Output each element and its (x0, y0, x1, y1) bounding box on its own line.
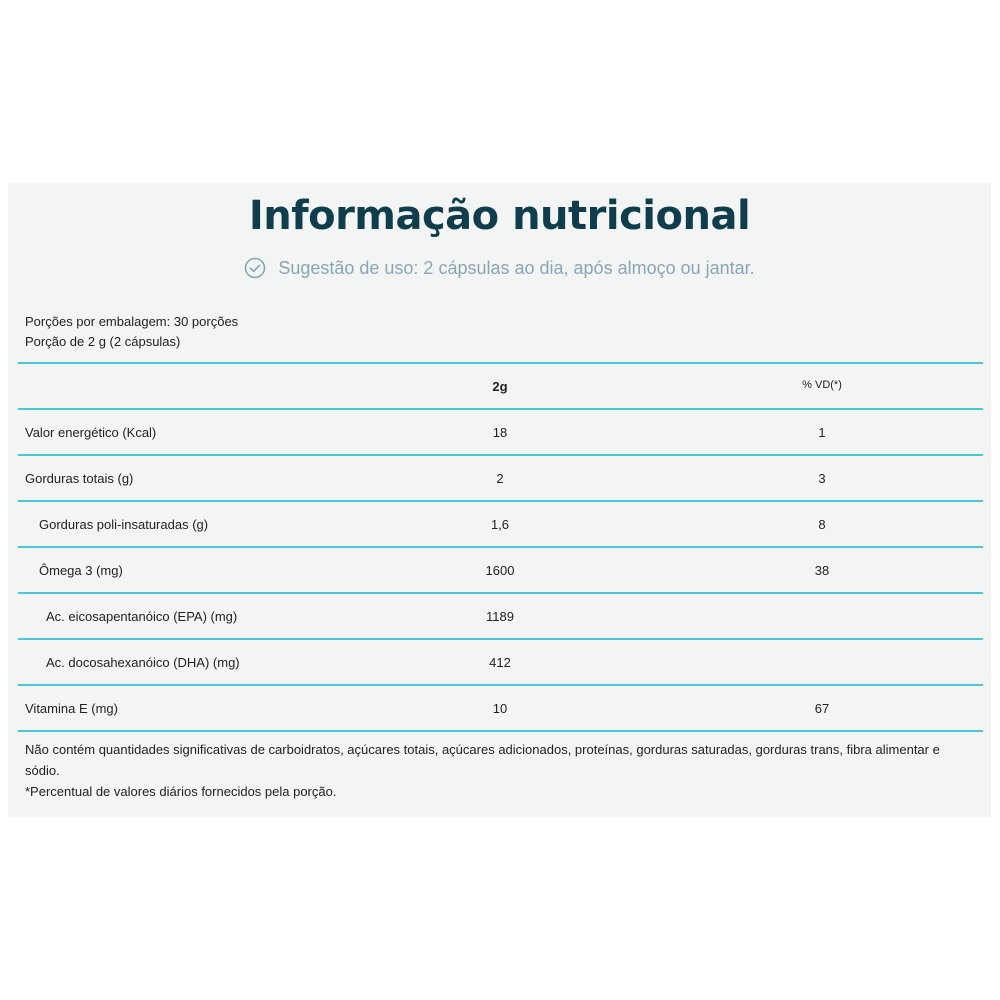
nutrient-name: Valor energético (Kcal) (25, 425, 157, 440)
table-row: Gorduras poli-insaturadas (g) 1,6 8 (18, 502, 983, 548)
nutrient-name: Gorduras totais (g) (25, 471, 134, 486)
table-header-row: 2g % VD(*) (18, 364, 983, 410)
nutrient-name: Ac. eicosapentanóico (EPA) (mg) (46, 609, 238, 624)
footnote-daily-values: *Percentual de valores diários fornecidos pela porção. (25, 784, 337, 799)
table-row: Vitamina E (mg) 10 67 (18, 686, 983, 732)
nutrition-table (18, 362, 983, 732)
table-row: Gorduras totais (g) 2 3 (18, 456, 983, 502)
table-row: Ac. eicosapentanóico (EPA) (mg) 1189 (18, 594, 983, 640)
usage-text: Sugestão de uso: 2 cápsulas ao dia, após almoço ou jantar. (278, 257, 755, 278)
table-row: Ômega 3 (mg) 1600 38 (18, 548, 983, 594)
serving-info (25, 312, 238, 352)
footnote-not-significant: Não contém quantidades significativas de carboidratos, açúcares totais, açúcares adicionados, proteínas, gorduras saturadas, gorduras trans, fibra alimentar e sódio. (25, 742, 940, 778)
page-title: Informação nutricional (248, 193, 751, 239)
nutrient-name: Ômega 3 (mg) (39, 563, 123, 578)
table-row: Ac. docosahexanóico (DHA) (mg) 412 (18, 640, 983, 686)
footnotes (25, 739, 965, 802)
nutrient-name: Ac. docosahexanóico (DHA) (mg) (46, 655, 240, 670)
portion-size: Porção de 2 g (2 cápsulas) (25, 334, 181, 349)
check-circle-icon (244, 257, 266, 279)
nutrient-name: Vitamina E (mg) (25, 701, 118, 716)
nutrition-panel (8, 183, 991, 817)
nutrient-name: Gorduras poli-insaturadas (g) (39, 517, 209, 532)
servings-per-package: Porções por embalagem: 30 porções (25, 314, 239, 329)
usage-suggestion (8, 257, 991, 279)
table-row: Valor energético (Kcal) 18 1 (18, 410, 983, 456)
